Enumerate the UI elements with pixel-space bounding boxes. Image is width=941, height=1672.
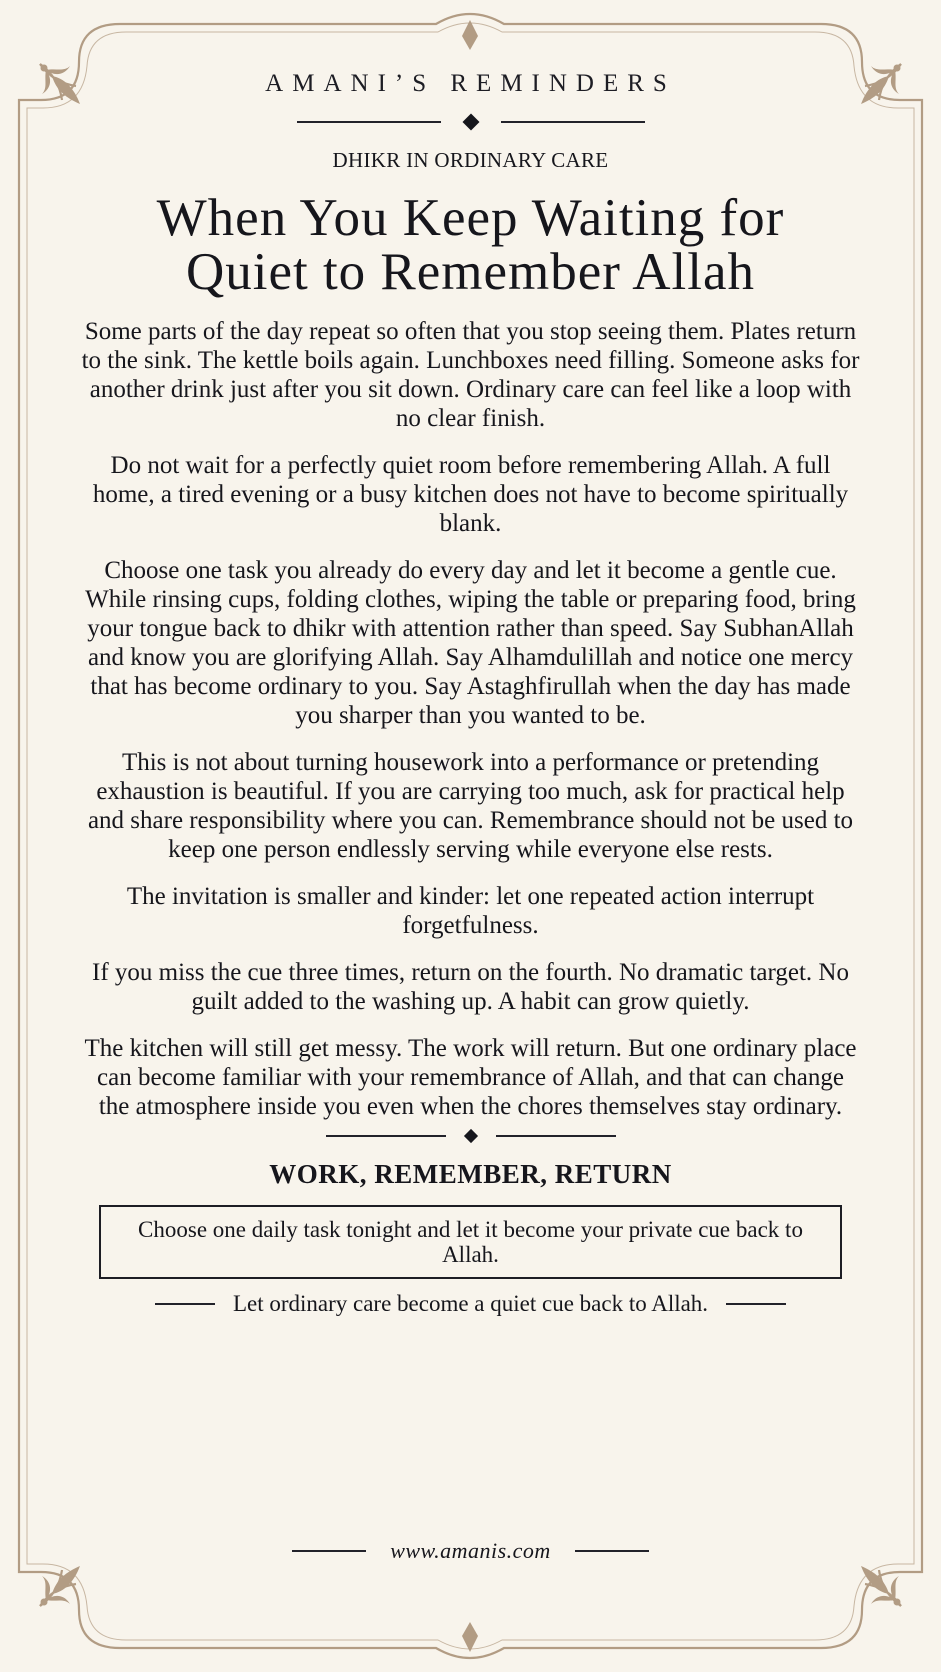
kicker: DHIKR IN ORDINARY CARE [332,148,609,172]
divider-line [297,121,441,123]
call-to-action-box: Choose one daily task tonight and let it become your private cue back to Allah. [99,1205,842,1279]
tagline: Let ordinary care become a quiet cue back to Allah. [232,1291,709,1316]
body-paragraph: Choose one task you already do every day and let it become a gentle cue. While rinsing cups, folding clothes, wiping the table or preparing food, bring your tongue back to dhikr with attention rather than speed. Say SubhanAllah and know you are glorifying Allah. Say Alhamdulillah and notice one mercy that has become ordinary to you. Say Astaghfirullah when the day has made you sharper than you wanted to be. [85,557,856,729]
website-link[interactable]: www.amanis.com [390,1538,551,1563]
reminder-card [80,60,861,1319]
body-paragraph: Do not wait for a perfectly quiet room before remembering Allah. A full home, a tired evening or a busy kitchen does not have to become spiritually blank. [92,452,849,537]
divider-line [292,1550,366,1552]
body-paragraph: Some parts of the day repeat so often that you stop seeing them. Plates return to the sink. The kettle boils again. Lunchboxes need filling. Someone asks for another drink just after you sit down. Ordinary care can feel like a loop with no clear finish. [81,318,860,432]
top-divider [80,113,861,131]
divider-line [496,1135,616,1137]
section-divider [80,1127,861,1145]
title-line: Quiet to Remember Allah [185,243,756,301]
body-paragraph: The invitation is smaller and kinder: let one repeated action interrupt forgetfulness. [126,883,815,939]
title-line: When You Keep Waiting for [156,189,785,247]
section-heading: WORK, REMEMBER, RETURN [269,1159,672,1189]
tagline-row [80,1289,861,1319]
divider-line [155,1303,215,1305]
divider-line [326,1135,446,1137]
brand-name: AMANI’S REMINDERS [265,70,676,97]
body-paragraph: This is not about turning housework into a performance or pretending exhaustion is beautiful. If you are carrying too much, ask for practical help and share responsibility where you can. Remembrance should not be used to keep one person endlessly serving while everyone else rests. [87,749,854,863]
divider-line [575,1550,649,1552]
footer [0,1538,941,1564]
diamond-icon [463,1129,477,1143]
diamond-icon [462,114,479,131]
divider-line [501,121,645,123]
body-paragraph: The kitchen will still get messy. The work will return. But one ordinary place can become familiar with your remembrance of Allah, and that can change the atmosphere inside you even when the chores themselves stay ordinary. [84,1035,857,1120]
divider-line [726,1303,786,1305]
page-title [80,191,861,299]
body-paragraph: If you miss the cue three times, return on the fourth. No dramatic target. No guilt added to the washing up. A habit can grow quietly. [92,959,849,1015]
